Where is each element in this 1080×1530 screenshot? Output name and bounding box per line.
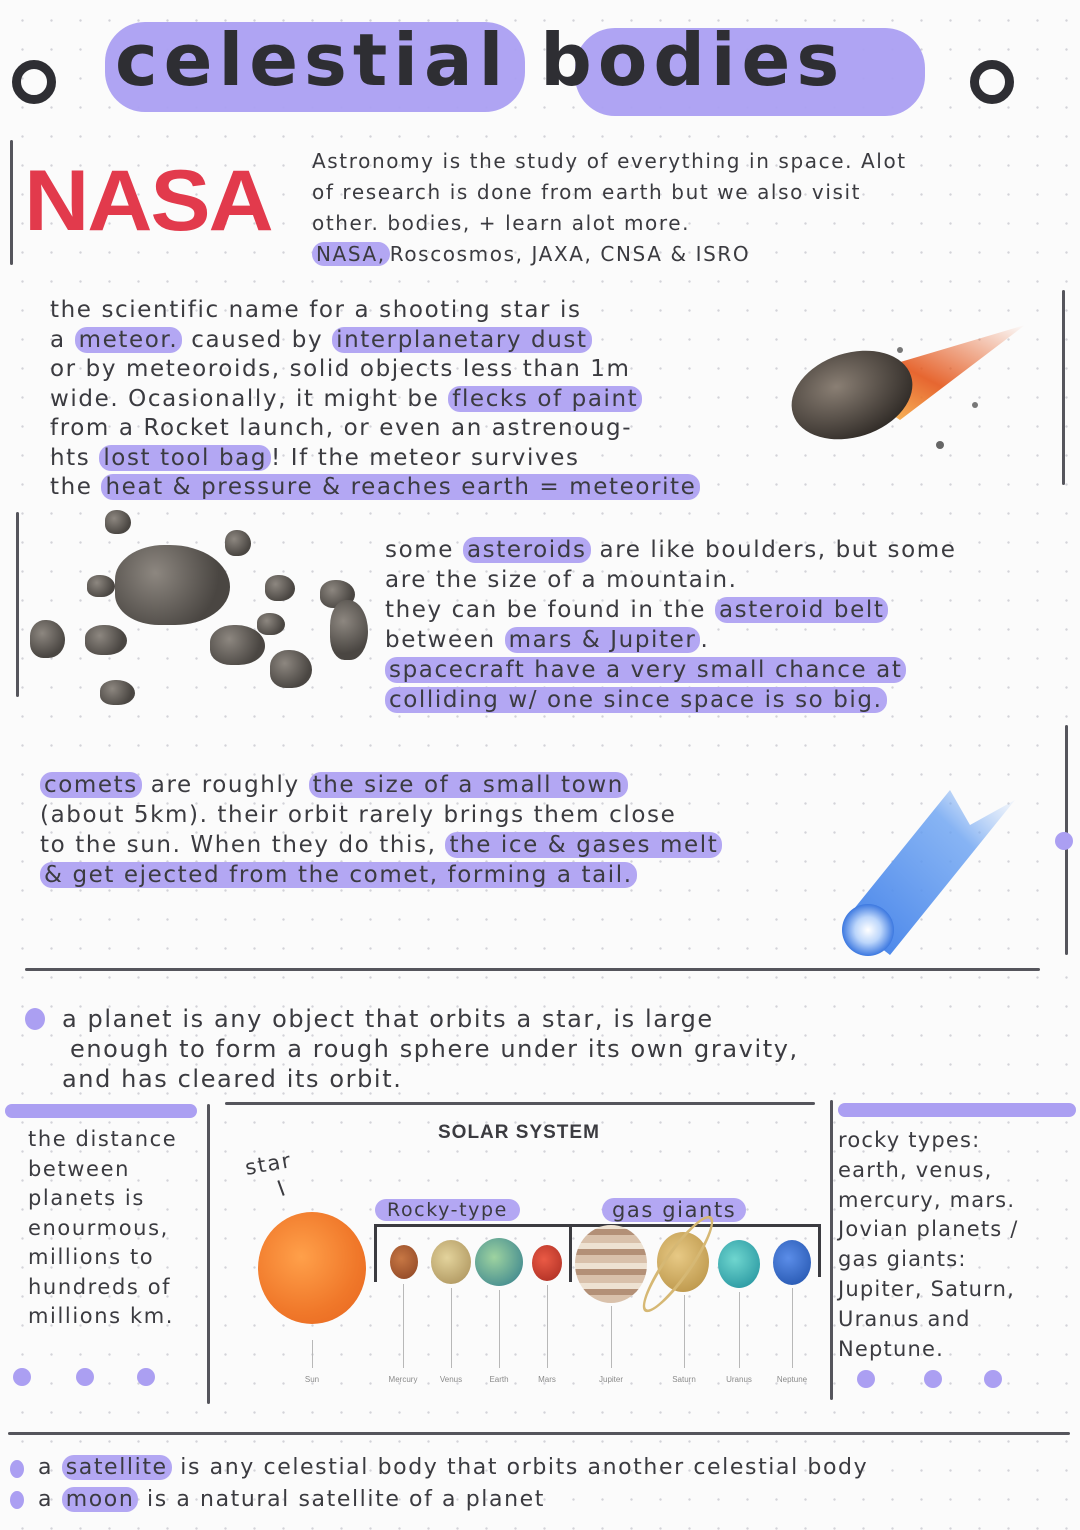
highlight: comets	[40, 772, 142, 798]
comet-icon	[830, 770, 1030, 960]
divider	[207, 1104, 210, 1404]
mars-icon	[532, 1245, 562, 1281]
meteor-icon	[780, 310, 1030, 460]
venus-icon	[431, 1240, 471, 1284]
title-bullet-left-icon	[12, 60, 56, 104]
bullet-icon	[25, 1008, 45, 1030]
distance-note: the distance between planets is enourmous, millions to hundreds of millions km.	[28, 1127, 178, 1328]
planet-label: Neptune	[776, 1375, 808, 1384]
planet-types-note: rocky types: earth, venus, mercury, mars. Jovian planets / gas giants: Jupiter, Saturn, Uranus and Neptune.	[838, 1128, 1019, 1361]
highlight: mars & Jupiter	[505, 627, 701, 653]
figure-title: SOLAR SYSTEM	[438, 1122, 600, 1143]
highlight-bar	[838, 1103, 1076, 1117]
mercury-icon	[390, 1245, 418, 1279]
neptune-icon	[773, 1240, 811, 1285]
page-title: celestial bodies	[115, 18, 846, 102]
margin-dot-icon	[1055, 832, 1073, 850]
section-divider	[25, 968, 1040, 971]
planet-definition: a planet is any object that orbits a star, is large enough to form a rough sphere under its own gravity, and has cleared its orbit.	[62, 1005, 799, 1093]
highlight-bar	[5, 1104, 197, 1118]
uranus-icon	[718, 1240, 760, 1288]
divider	[16, 512, 19, 697]
group-label-rocky: Rocky-type	[375, 1196, 520, 1225]
planet-label: Mars	[538, 1375, 556, 1384]
nasa-logo: NASA	[24, 153, 272, 249]
highlight: asteroid belt	[715, 597, 889, 623]
highlight: moon	[62, 1487, 139, 1512]
highlight: interplanetary dust	[332, 327, 591, 353]
planet-label: Uranus	[726, 1375, 752, 1384]
star-annotation: star	[243, 1148, 294, 1180]
planet-label: Venus	[439, 1375, 463, 1384]
highlight: NASA,	[312, 242, 390, 266]
bullet-icon	[10, 1460, 24, 1478]
highlight: & get ejected from the comet, forming a tail.	[40, 862, 637, 888]
highlight: meteor.	[75, 327, 183, 353]
planet-label: Jupiter	[598, 1375, 624, 1384]
highlight: satellite	[62, 1455, 172, 1480]
asteroid-image	[25, 505, 375, 705]
planet-label: Earth	[489, 1375, 509, 1384]
decorative-dot-icon	[137, 1368, 155, 1386]
figure-top-border	[225, 1102, 815, 1105]
divider	[830, 1100, 833, 1400]
planet-label: Mercury	[388, 1375, 418, 1384]
planet-label: Sun	[304, 1375, 320, 1384]
sun-icon	[258, 1212, 366, 1324]
decorative-dot-icon	[76, 1368, 94, 1386]
comet-image	[830, 770, 1030, 960]
bullet-icon	[10, 1491, 24, 1509]
section-divider	[8, 1432, 1070, 1435]
title-bullet-right-icon	[970, 60, 1014, 104]
highlight: the ice & gases melt	[445, 832, 722, 858]
divider	[1062, 290, 1065, 485]
divider	[10, 140, 13, 265]
highlight: colliding w/ one since space is so big.	[385, 687, 887, 713]
earth-icon	[475, 1238, 523, 1286]
planet-label: Saturn	[672, 1375, 696, 1384]
asteroid-text: some asteroids are like boulders, but some are the size of a mountain. they can be found in the asteroid belt between mars & Jupiter . spacecraft have a very small chance at colliding w/ one since space is so big.	[385, 537, 957, 713]
meteor-image	[780, 310, 1030, 460]
jupiter-icon	[575, 1225, 647, 1303]
highlight: the size of a small town	[309, 772, 628, 798]
highlight: asteroids	[463, 537, 591, 563]
decorative-dot-icon	[924, 1370, 942, 1388]
comet-text: comets are roughly the size of a small town (about 5km). their orbit rarely brings them close to the sun. When they do this, the ice & gases melt & get ejected from the comet, forming a tail.	[40, 770, 722, 890]
decorative-dot-icon	[984, 1370, 1002, 1388]
group-label-gas: gas giants	[602, 1196, 746, 1225]
satellite-text: a satellite is any celestial body that orbits another celestial body a moon is a natural satellite of a planet	[38, 1455, 869, 1512]
intro-text: Astronomy is the study of everything in space. Alot of research is done from earth but we also visit other. bodies, + learn alot more. NASA, Roscosmos, JAXA, CNSA & ISRO	[312, 149, 907, 266]
highlight: spacecraft have a very small chance at	[385, 657, 906, 683]
highlight: flecks of paint	[448, 386, 642, 412]
decorative-dot-icon	[857, 1370, 875, 1388]
decorative-dot-icon	[13, 1368, 31, 1386]
highlight: heat & pressure & reaches earth = meteorite	[101, 474, 700, 500]
meteor-text: the scientific name for a shooting star is a meteor. caused by interplanetary dust or by meteoroids, solid objects less than 1m wide. Ocasionally, it might be flecks of paint from a Rocket launch, or even an astrenoug- hts lost tool bag ! If the meteor survives the heat & pressure & reaches earth = meteorite	[50, 296, 700, 503]
highlight: lost tool bag	[99, 445, 271, 471]
